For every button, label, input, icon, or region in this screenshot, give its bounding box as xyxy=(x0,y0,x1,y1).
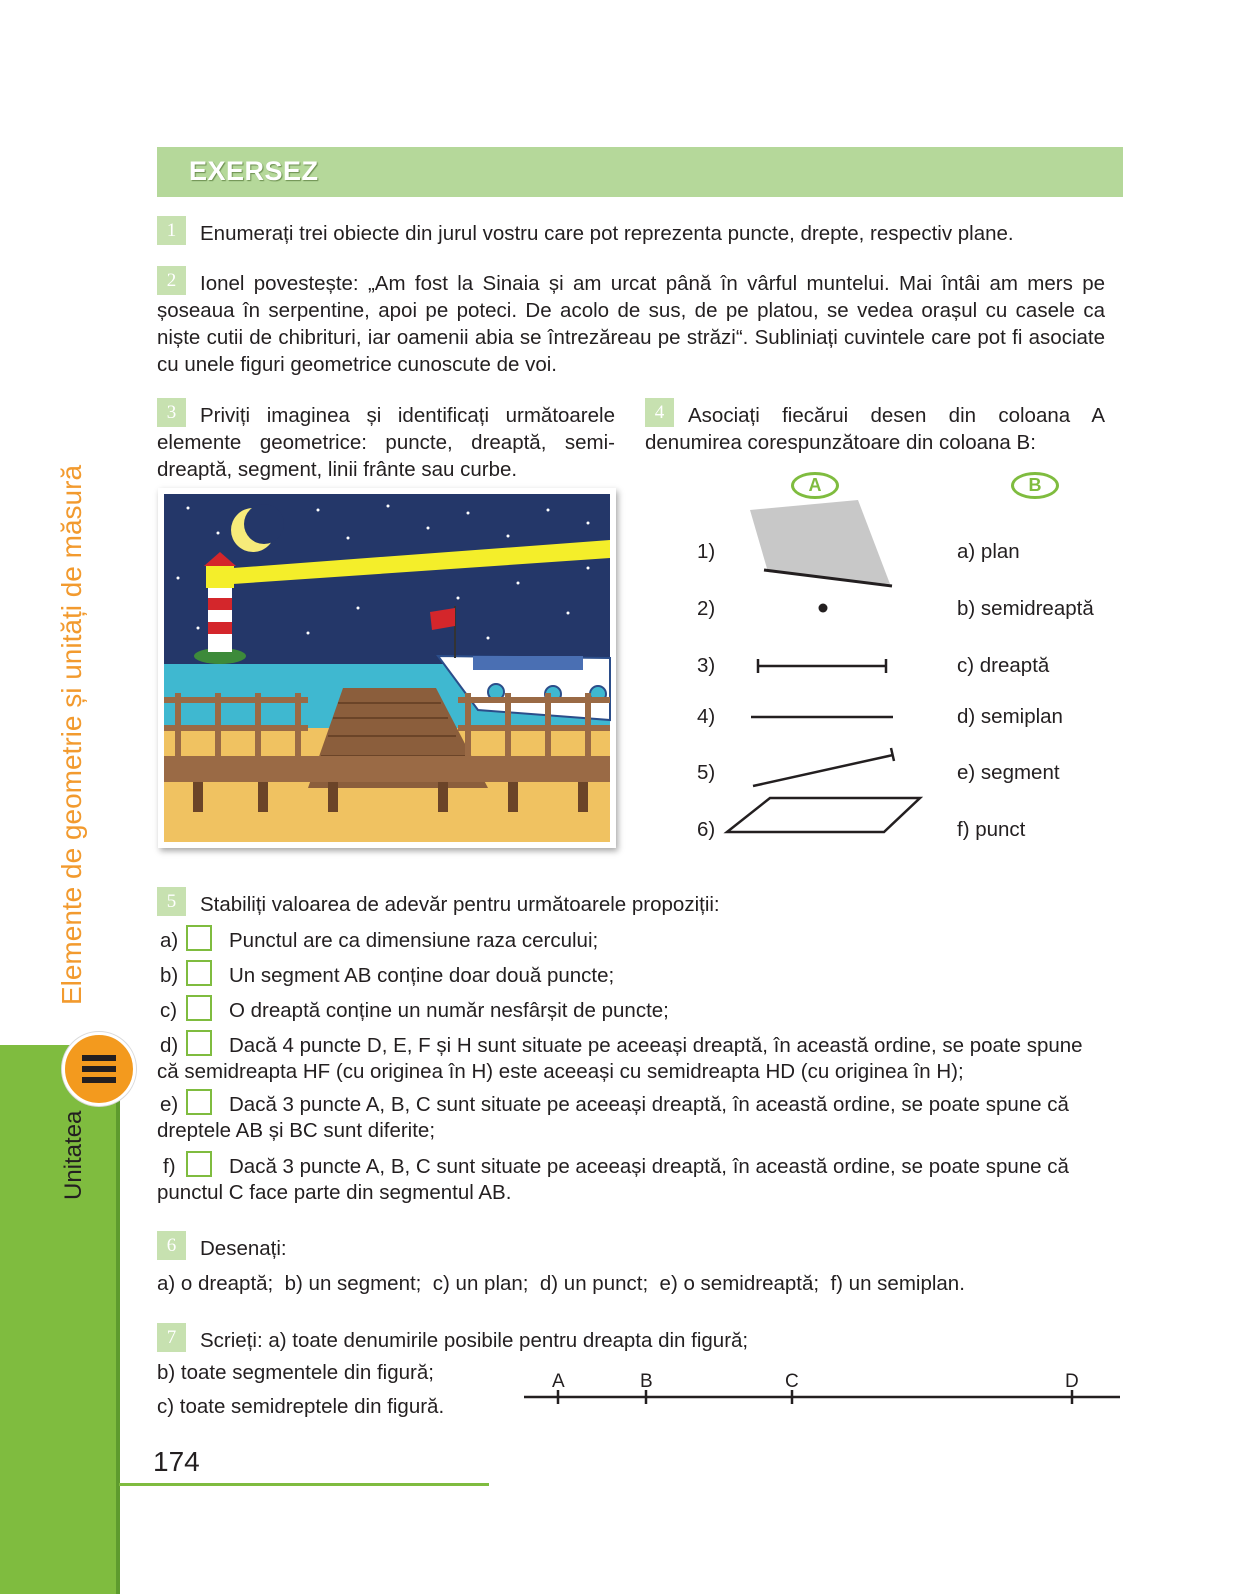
statement-text-continued: că semidreapta HF (cu originea în H) este aceeași cu semidreapta HD (cu originea în H); xyxy=(157,1060,964,1083)
statement-text: Un segment AB conține doar două puncte; xyxy=(229,964,615,987)
statement-text: O dreaptă conține un număr nesfârșit de puncte; xyxy=(229,999,669,1022)
chapter-title: Elemente de geometrie și unități de măsură xyxy=(56,464,87,1006)
match-row-number: 3) xyxy=(697,654,716,677)
point-label: B xyxy=(640,1371,653,1392)
exercise-number: 3 xyxy=(157,398,186,427)
exercise-5-text: Stabiliți valoarea de adevăr pentru următoarele propoziții: xyxy=(200,893,720,916)
match-row-label: a) plan xyxy=(957,540,1020,563)
statement-text-continued: punctul C face parte din segmentul AB. xyxy=(157,1181,512,1204)
lighthouse-pier-illustration xyxy=(158,488,616,848)
statement-text: Dacă 3 puncte A, B, C sunt situate pe aceeași dreaptă, în această ordine, se poate spune că xyxy=(229,1155,1069,1178)
point-label: C xyxy=(785,1371,799,1392)
statement-text-continued: dreptele AB și BC sunt diferite; xyxy=(157,1119,436,1142)
night-harbor-picture xyxy=(158,488,616,848)
true-false-box[interactable] xyxy=(186,1030,212,1056)
statement-letter: a) xyxy=(160,929,179,952)
match-row-number: 4) xyxy=(697,705,716,728)
statement-letter: f) xyxy=(163,1155,176,1178)
exercise-2-text: Ionel povestește: „Am fost la Sinaia și am urcat până în vârful muntelui. Mai întâi am mers pe șoseaua în serpentine, apoi pe poteci. De acolo de sus, de pe platou, se vedea orașul cu casele ca niște cutii de chibrituri, iar oamenii abia se întrezăreau pe străzi“. Subliniați cuvintele care pot fi asociate cu unele figuri geometrice cunoscute de voi. xyxy=(157,272,1105,376)
statement-letter: b) xyxy=(160,964,179,987)
statement-letter: c) xyxy=(160,999,178,1022)
exercise-1-text: Enumerați trei obiecte din jurul vostru care pot reprezenta puncte, drepte, respectiv plane. xyxy=(200,222,1014,245)
ray-figure xyxy=(753,748,894,786)
statement-letter: e) xyxy=(160,1093,179,1116)
segment-figure xyxy=(758,659,886,673)
exercise-7-text: Scrieți: a) toate denumirile posibile pentru dreapta din figură; xyxy=(200,1329,749,1352)
match-row-label: c) dreaptă xyxy=(957,654,1050,677)
page-footer-line xyxy=(119,1483,489,1486)
exercise-number: 4 xyxy=(645,398,674,427)
match-row-number: 6) xyxy=(697,818,716,841)
exercise-4-text: Asociați fiecărui desen din coloana A denumirea corespunzătoare din coloana B: xyxy=(645,404,1105,454)
true-false-box[interactable] xyxy=(186,1089,212,1115)
match-row-label: b) semidreaptă xyxy=(957,597,1094,620)
statement-text: Dacă 4 puncte D, E, F și H sunt situate pe aceeași dreaptă, în această ordine, se poate spune xyxy=(229,1034,1083,1057)
statement-text: Punctul are ca dimensiune raza cercului; xyxy=(229,929,599,952)
page-number: 174 xyxy=(153,1446,200,1477)
match-row-number: 1) xyxy=(697,540,716,563)
point-label: D xyxy=(1065,1371,1079,1392)
statement-text: Dacă 3 puncte A, B, C sunt situate pe aceeași dreaptă, în această ordine, se poate spune că xyxy=(229,1093,1069,1116)
exercise-number: 1 xyxy=(157,216,186,245)
true-false-box[interactable] xyxy=(186,925,212,951)
geometry-figures-column-a xyxy=(720,490,930,860)
match-row-label: f) punct xyxy=(957,818,1026,841)
exercise-7-part-b: b) toate segmentele din figură; xyxy=(157,1361,434,1384)
exercise-3-text: Priviți imaginea și identificați următoarele elemente geometrice: puncte, dreaptă, semi-dreaptă, segment, linii frânte sau curbe. xyxy=(157,404,615,481)
match-row-label: e) segment xyxy=(957,761,1060,784)
point-figure xyxy=(819,604,828,613)
statement-letter: d) xyxy=(160,1034,179,1057)
true-false-box[interactable] xyxy=(186,960,212,986)
section-title: EXERSEZ xyxy=(189,156,319,186)
exercise-number: 5 xyxy=(157,887,186,916)
point-label: A xyxy=(552,1371,565,1392)
unit-badge xyxy=(62,1032,136,1106)
exercise-number: 7 xyxy=(157,1323,186,1352)
exercise-number: 2 xyxy=(157,266,186,295)
unit-label: Unitatea xyxy=(60,1110,87,1200)
match-row-number: 2) xyxy=(697,597,716,620)
exercise-6-text: Desenați: xyxy=(200,1237,287,1260)
match-row-label: d) semiplan xyxy=(957,705,1063,728)
exercise-7-part-c: c) toate semidreptele din figură. xyxy=(157,1395,445,1418)
column-b-label: B xyxy=(1011,472,1059,499)
plane-figure xyxy=(727,798,920,832)
exercise-6-items: a) o dreaptă; b) un segment; c) un plan; d) un punct; e) o semidreaptă; f) un semiplan. xyxy=(157,1272,965,1295)
true-false-box[interactable] xyxy=(186,1151,212,1177)
column-a-label: A xyxy=(791,472,839,499)
half-plane-figure xyxy=(750,500,892,586)
match-row-number: 5) xyxy=(697,761,716,784)
true-false-box[interactable] xyxy=(186,995,212,1021)
unit-roman-numeral-icon xyxy=(65,1035,133,1103)
number-line-figure xyxy=(520,1364,1120,1414)
exercise-number: 6 xyxy=(157,1231,186,1260)
